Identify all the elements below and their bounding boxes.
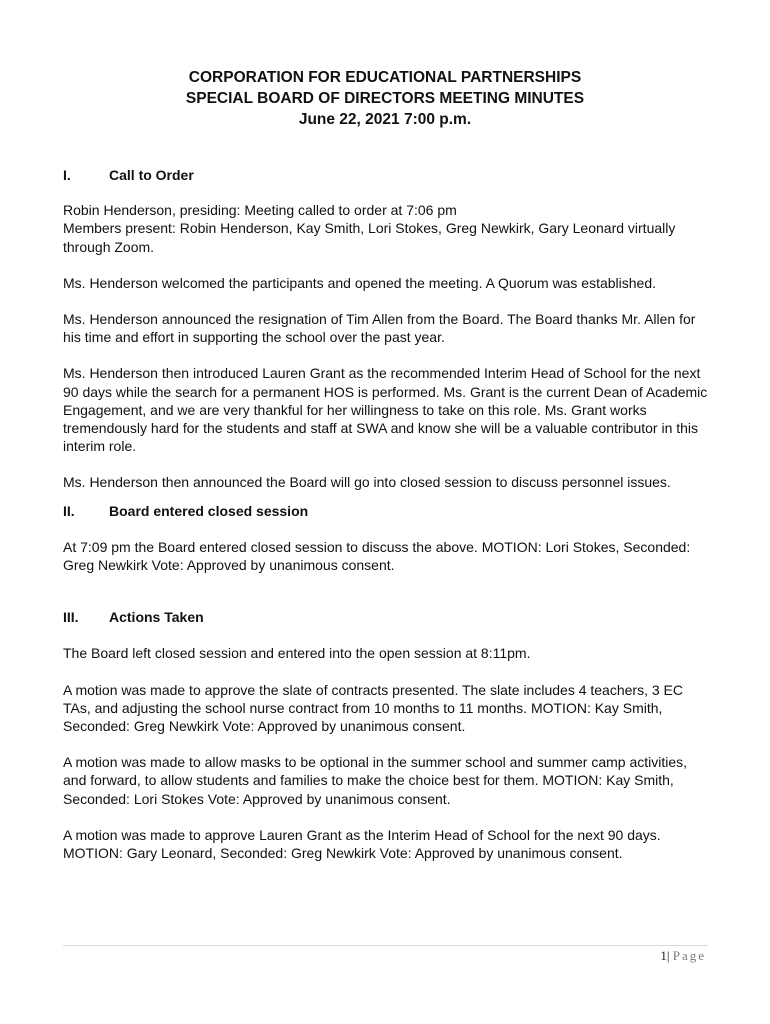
title-meeting: SPECIAL BOARD OF DIRECTORS MEETING MINUTES: [185, 90, 585, 107]
section-title: Call to Order: [109, 167, 194, 183]
footer-divider: [63, 945, 708, 946]
page-separator: |: [666, 948, 670, 963]
paragraph-contracts-motion: A motion was made to approve the slate of contracts presented. The slate includes 4 teachers, 3 EC TAs, and adjusting the school nurse contract from 10 months to 11 months. MOTION: Kay Smith, Seconded: Greg Newkirk Vote: Approved by unanimous consent.: [63, 681, 683, 735]
page-number: 1: [660, 948, 667, 963]
minutes-body: [63, 166, 713, 862]
paragraph-interim-head-motion: A motion was made to approve Lauren Grant as the Interim Head of School for the next 90 days. MOTION: Gary Leonard, Seconded: Greg Newkirk Vote: Approved by unanimous consent.: [63, 826, 661, 862]
section-number: II.: [63, 502, 75, 519]
section-title: Board entered closed session: [109, 502, 309, 519]
title-date: June 22, 2021 7:00 p.m.: [298, 111, 472, 128]
paragraph-closed-session-announcement: Ms. Henderson then announced the Board will go into closed session to discuss personnel issues.: [63, 474, 671, 491]
paragraph-open-session: The Board left closed session and entered into the open session at 8:11pm.: [63, 645, 531, 662]
section-number: I.: [63, 167, 71, 183]
section-heading-call-to-order: [63, 166, 713, 184]
paragraph-quorum: Ms. Henderson welcomed the participants and opened the meeting. A Quorum was established.: [63, 274, 657, 291]
document-title: [0, 67, 770, 130]
page-footer: [660, 948, 706, 964]
section-title: Actions Taken: [109, 609, 204, 626]
page-label: Page: [672, 948, 706, 963]
paragraph-attendance: Robin Henderson, presiding: Meeting called to order at 7:06 pm Members present: Robin Henderson, Kay Smith, Lori Stokes, Greg Newkirk, Gary Leonard virtually through Zoom.: [63, 202, 676, 255]
paragraph-interim-introduction: Ms. Henderson then introduced Lauren Grant as the recommended Interim Head of School for the next 90 days while the search for a permanent HOS is performed. Ms. Grant is the current Dean of Academic Engagement, and we are very thankful for her willingness to take on this role. Ms. Grant works tremendously hard for the students and staff at SWA and know she will be a valuable contributor in this interim role.: [63, 365, 708, 455]
section-number: III.: [63, 609, 79, 626]
section-heading-actions-taken: [63, 608, 713, 626]
paragraph-resignation: Ms. Henderson announced the resignation of Tim Allen from the Board. The Board thanks Mr. Allen for his time and effort in supporting the school over the past year.: [63, 311, 696, 346]
section-heading-closed-session: [63, 502, 713, 520]
paragraph-masks-motion: A motion was made to allow masks to be optional in the summer school and summer camp activities, and forward, to allow students and families to make the choice best for them. MOTION: Kay Smith, Seconded: Lori Stokes Vote: Approved by unanimous consent.: [63, 754, 688, 807]
paragraph-closed-session-motion: At 7:09 pm the Board entered closed session to discuss the above. MOTION: Lori Stokes, Seconded: Greg Newkirk Vote: Approved by unanimous consent.: [63, 538, 691, 574]
title-organization: CORPORATION FOR EDUCATIONAL PARTNERSHIPS: [188, 69, 582, 86]
